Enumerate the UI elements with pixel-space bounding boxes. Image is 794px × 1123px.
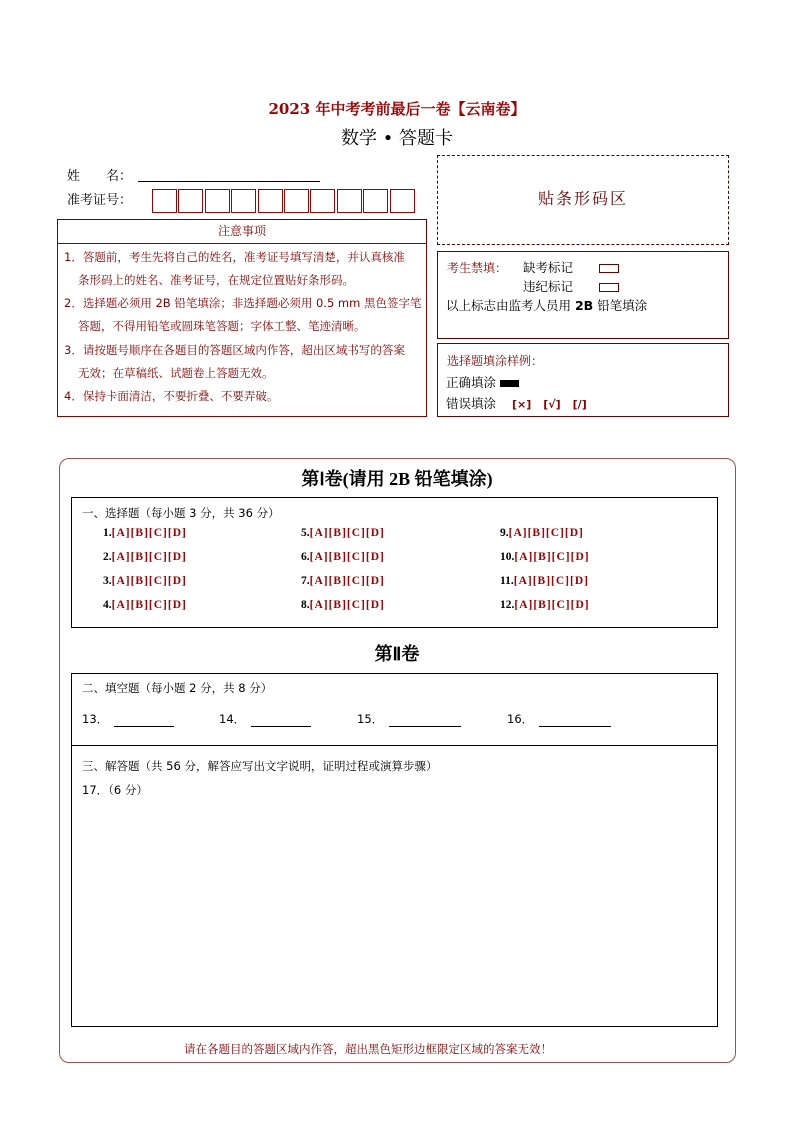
footer-warning: 请在各题目的答题区域内作答，超出黑色矩形边框限定区域的答案无效！ bbox=[184, 1042, 552, 1056]
choice-options[interactable]: [A][B][C][D] bbox=[309, 599, 385, 611]
question-number: 2. bbox=[103, 551, 112, 563]
id-digit-box[interactable] bbox=[178, 189, 203, 213]
id-digit-box[interactable] bbox=[337, 189, 362, 213]
id-digit-box[interactable] bbox=[231, 189, 256, 213]
absent-mark-row bbox=[523, 258, 619, 276]
question-number: 11. bbox=[500, 575, 514, 587]
violation-checkbox[interactable] bbox=[599, 283, 619, 292]
sheet-subtitle: 数学 • 答题卡 bbox=[340, 128, 454, 149]
question-number: 9. bbox=[500, 527, 509, 539]
notice-line: 无效；在草稿纸、试题卷上答题无效。 bbox=[78, 366, 274, 380]
notice-line: 1．答题前，考生先将自己的姓名，准考证号填写清楚，并认真核准 bbox=[64, 250, 405, 264]
id-digit-box[interactable] bbox=[152, 189, 177, 213]
choice-options[interactable]: [A][B][C][D] bbox=[111, 575, 187, 587]
question-number: 4. bbox=[103, 599, 112, 611]
forbidden-note bbox=[446, 296, 647, 314]
choice-options[interactable]: [A][B][C][D] bbox=[514, 599, 590, 611]
notice-header bbox=[57, 219, 427, 244]
question-number: 10. bbox=[500, 551, 515, 563]
id-digit-box[interactable] bbox=[284, 189, 309, 213]
fill-blank[interactable] bbox=[389, 714, 461, 727]
fill-number: 14． bbox=[219, 712, 246, 726]
choice-question-1[interactable] bbox=[103, 527, 187, 539]
choice-options[interactable]: [A][B][C][D] bbox=[111, 551, 187, 563]
wrong-mark: [/] bbox=[572, 398, 587, 411]
fill-section-title: 二、填空题（每小题 2 分，共 8 分） bbox=[82, 681, 273, 695]
exam-title: 2023 年中考考前最后一卷【云南卷】 bbox=[268, 100, 526, 118]
notice-line: 答题，不得用铅笔或圆珠笔答题；字体工整、笔迹清晰。 bbox=[78, 319, 366, 333]
filled-mark-icon bbox=[500, 380, 519, 387]
id-digit-box[interactable] bbox=[310, 189, 335, 213]
forbidden-label: 考生禁填： bbox=[447, 261, 508, 275]
choice-question-3[interactable] bbox=[103, 575, 187, 587]
part1-title: 第Ⅰ卷(请用 2B 铅笔填涂) bbox=[301, 469, 493, 489]
note-bold: 2B bbox=[574, 298, 594, 313]
fill-blank[interactable] bbox=[539, 714, 611, 727]
fill-blank[interactable] bbox=[114, 714, 174, 727]
choice-question-11[interactable] bbox=[500, 575, 589, 587]
correct-row bbox=[446, 373, 519, 391]
solve-section-title: 三、解答题（共 56 分，解答应写出文字说明，证明过程或演算步骤） bbox=[82, 759, 438, 773]
choice-question-6[interactable] bbox=[301, 551, 385, 563]
fill-number: 16． bbox=[507, 712, 534, 726]
id-digit-box[interactable] bbox=[205, 189, 230, 213]
choice-question-7[interactable] bbox=[301, 575, 385, 587]
choice-question-10[interactable] bbox=[500, 551, 590, 563]
question-number: 6. bbox=[301, 551, 310, 563]
question-number: 7. bbox=[301, 575, 310, 587]
fill-number: 15． bbox=[357, 712, 384, 726]
notice-title: 注意事项 bbox=[217, 224, 266, 238]
choice-options[interactable]: [A][B][C][D] bbox=[309, 551, 385, 563]
id-digit-box[interactable] bbox=[390, 189, 415, 213]
note-text: 以上标志由监考人员用 bbox=[446, 298, 575, 313]
choice-question-12[interactable] bbox=[500, 599, 590, 611]
violation-label: 违纪标记 bbox=[523, 279, 574, 294]
notice-line: 2．选择题必须用 2B 铅笔填涂；非选择题必须用 0.5 mm 黑色签字笔 bbox=[64, 296, 422, 310]
choice-section-title: 一、选择题（每小题 3 分，共 36 分） bbox=[82, 506, 280, 520]
wrong-row bbox=[446, 394, 587, 412]
fill-item-13[interactable] bbox=[82, 711, 174, 727]
name-label: 姓 名： bbox=[67, 169, 133, 184]
choice-options[interactable]: [A][B][C][D] bbox=[513, 575, 589, 587]
fill-item-16[interactable] bbox=[507, 711, 611, 727]
question-number: 12. bbox=[500, 599, 515, 611]
choice-options[interactable]: [A][B][C][D] bbox=[309, 527, 385, 539]
choice-question-8[interactable] bbox=[301, 599, 385, 611]
choice-question-9[interactable] bbox=[500, 527, 584, 539]
choice-options[interactable]: [A][B][C][D] bbox=[514, 551, 590, 563]
fill-item-15[interactable] bbox=[357, 711, 461, 727]
wrong-label: 错误填涂 bbox=[446, 396, 497, 411]
question-number: 8. bbox=[301, 599, 310, 611]
id-digit-box[interactable] bbox=[363, 189, 388, 213]
wrong-mark: [×] bbox=[512, 398, 532, 411]
barcode-area bbox=[437, 155, 729, 245]
question-number: 3. bbox=[103, 575, 112, 587]
wrong-mark: [√] bbox=[543, 398, 561, 411]
question-number: 5. bbox=[301, 527, 310, 539]
notice-line: 条形码上的姓名、准考证号，在规定位置贴好条形码。 bbox=[78, 273, 354, 287]
barcode-label: 贴条形码区 bbox=[537, 189, 628, 208]
notice-line: 4．保持卡面清洁，不要折叠、不要弄破。 bbox=[64, 389, 279, 403]
fill-blank[interactable] bbox=[251, 714, 311, 727]
violation-mark-row bbox=[523, 277, 619, 295]
notice-line: 3．请按题号顺序在各题目的答题区域内作答，超出区域书写的答案 bbox=[64, 343, 405, 357]
fill-item-14[interactable] bbox=[219, 711, 311, 727]
note-text: 铅笔填涂 bbox=[593, 298, 648, 313]
choice-options[interactable]: [A][B][C][D] bbox=[111, 527, 187, 539]
part2-title: 第Ⅱ卷 bbox=[374, 644, 420, 664]
choice-options[interactable]: [A][B][C][D] bbox=[508, 527, 584, 539]
correct-label: 正确填涂 bbox=[446, 375, 497, 390]
solve-section[interactable] bbox=[71, 745, 718, 1027]
choice-question-4[interactable] bbox=[103, 599, 187, 611]
absent-checkbox[interactable] bbox=[599, 264, 619, 273]
choice-options[interactable]: [A][B][C][D] bbox=[111, 599, 187, 611]
sample-title: 选择题填涂样例： bbox=[447, 354, 544, 368]
absent-label: 缺考标记 bbox=[523, 260, 574, 275]
question-17-label: 17．（6 分） bbox=[82, 783, 148, 797]
choice-question-5[interactable] bbox=[301, 527, 385, 539]
id-label: 准考证号： bbox=[67, 193, 133, 208]
fill-number: 13． bbox=[82, 712, 109, 726]
choice-question-2[interactable] bbox=[103, 551, 187, 563]
choice-options[interactable]: [A][B][C][D] bbox=[309, 575, 385, 587]
question-number: 1. bbox=[103, 527, 112, 539]
id-digit-box[interactable] bbox=[258, 189, 283, 213]
name-field[interactable] bbox=[138, 180, 320, 182]
